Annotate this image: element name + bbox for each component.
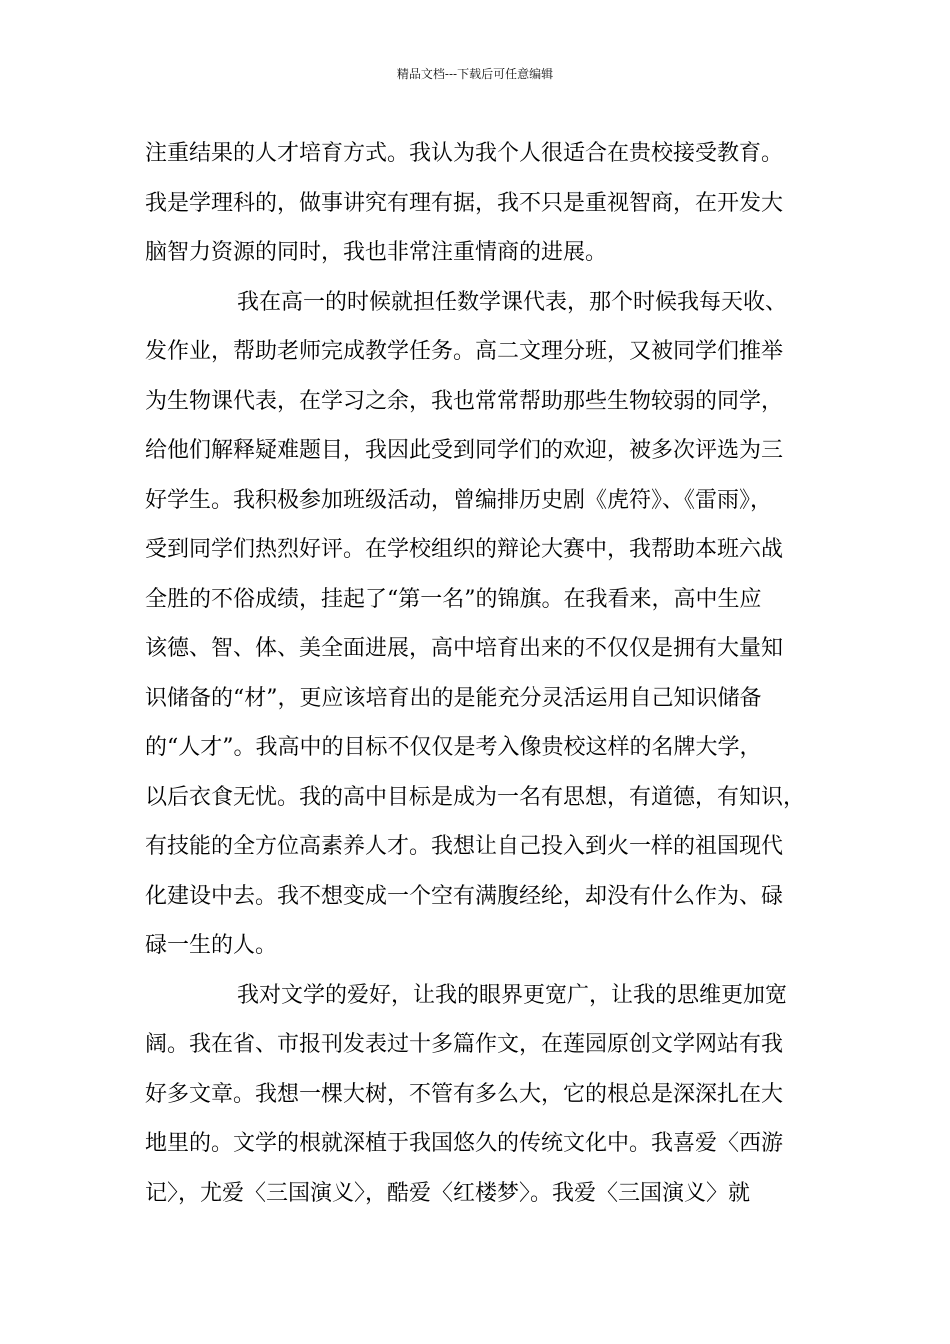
text-line: 记〉，尤爱〈三国演义〉，酷爱〈红楼梦〉。我爱〈三国演义〉就 [145,1180,751,1206]
text-line: 地里的。文学的根就深植于我国悠久的传统文化中。我喜爱〈西游 [145,1131,784,1156]
text-line: 我是学理科的，做事讲究有理有据，我不只是重视智商，在开发大 [145,190,784,216]
paragraph-first-line: 我对文学的爱好，让我的眼界更宽广，让我的思维更加宽 [237,982,788,1008]
text-line: 注重结果的人才培育方式。我认为我个人很适合在贵校接受教育。 [145,141,784,166]
text-line: 以后衣食无忧。我的高中目标是成为一名有思想，有道德，有知识， [145,784,806,810]
text-line: 该德、智、体、美全面进展，高中培育出来的不仅仅是拥有大量知 [145,636,784,661]
text-line: 发作业，帮助老师完成教学任务。高二文理分班，又被同学们推举 [145,339,784,364]
text-line: 有技能的全方位高素养人才。我想让自己投入到火一样的祖国现代 [145,834,784,859]
paragraph-first-line: 我在高一的时候就担任数学课代表，那个时候我每天收、 [237,289,788,315]
text-line: 阔。我在省、市报刊发表过十多篇作文，在莲园原创文学网站有我 [145,1032,784,1057]
text-line: 碌一生的人。 [145,933,278,958]
page-header: 精品文档---下载后可任意编辑 [396,67,554,81]
text-line: 为生物课代表，在学习之余，我也常常帮助那些生物较弱的同学， [145,388,784,414]
text-line: 全胜的不俗成绩，挂起了“第一名”的锦旗。在我看来，高中生应 [145,586,762,612]
text-line: 好学生。我积极参加班级活动，曾编排历史剧《虎符》、《雷雨》， [145,487,773,513]
text-line: 脑智力资源的同时，我也非常注重情商的进展。 [145,240,608,265]
text-line: 给他们解释疑难题目，我因此受到同学们的欢迎，被多次评选为三 [145,438,784,463]
text-line: 的“人才”。我高中的目标不仅仅是考入像贵校这样的名牌大学， [145,735,762,760]
text-line: 识储备的“材”，更应该培育出的是能充分灵活运用自己知识储备 [145,685,762,711]
document-body [145,129,825,1218]
text-line: 受到同学们热烈好评。在学校组织的辩论大赛中，我帮助本班六战 [145,537,784,562]
text-line: 好多文章。我想一棵大树，不管有多么大，它的根总是深深扎在大 [145,1081,784,1107]
text-line: 化建设中去。我不想变成一个空有满腹经纶，却没有什么作为、碌 [145,883,784,909]
